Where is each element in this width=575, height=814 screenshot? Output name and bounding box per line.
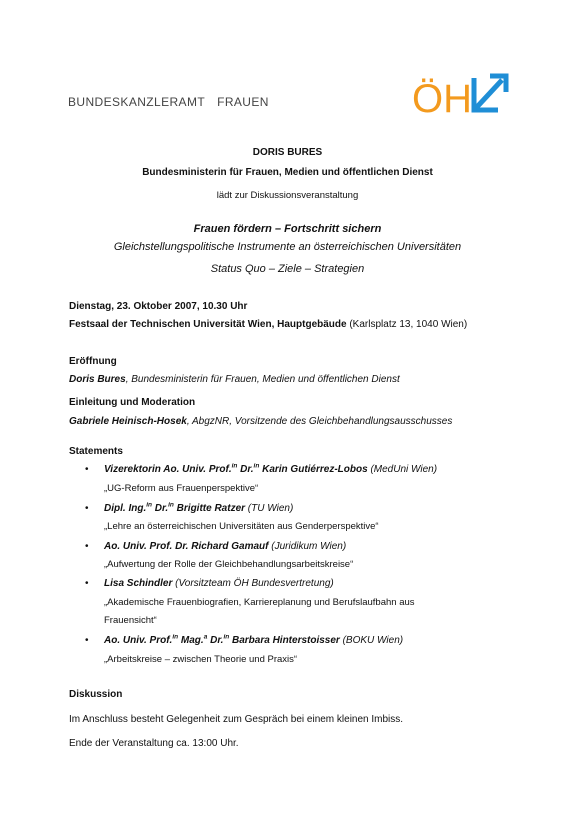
invitation-line: lädt zur Diskussionsveranstaltung	[216, 190, 359, 201]
statement-5-speaker: Ao. Univ. Prof.$^{in}$ Mag.$^a$ Dr.$^{in}$ Barbara Hinterstoisser (BOKU Wien)	[104, 633, 404, 646]
opening-line	[69, 374, 400, 385]
statement-5-topic: „Arbeitskreise – zwischen Theorie und Praxis“	[104, 654, 298, 665]
event-end-text: Ende der Veranstaltung ca. 13:00 Uhr.	[69, 738, 239, 749]
opening-desc: , Bundesministerin für Frauen, Medien und öffentlichen Dienst	[125, 374, 400, 385]
bka-logo-right-text: FRAUEN	[217, 95, 269, 109]
statement-3-topic: „Aufwertung der Rolle der Gleichbehandlungsarbeitskreise“	[104, 559, 354, 570]
opening-person: Doris Bures	[69, 374, 126, 385]
discussion-heading: Diskussion	[69, 689, 123, 700]
list-bullet: •	[85, 503, 89, 514]
bka-logo-left-text: BUNDESKANZLERAMT	[68, 95, 206, 109]
event-venue: Festsaal der Technischen Universität Wien, Hauptgebäude	[69, 319, 347, 330]
minister-name: DORIS BURES	[252, 147, 323, 158]
statement-2-topic: „Lehre an österreichischen Universitäten aus Genderperspektive“	[104, 521, 379, 532]
list-bullet: •	[85, 464, 89, 475]
statement-4-topic-cont: Frauensicht“	[104, 615, 157, 626]
bundeskanzleramt-logo	[68, 84, 269, 120]
minister-role: Bundesministerin für Frauen, Medien und öffentlichen Dienst	[142, 167, 433, 178]
moderation-line	[69, 416, 452, 427]
statement-1-speaker: Vizerektorin Ao. Univ. Prof.$^{in}$ Dr.$^{in}$ Karin Gutiérrez-Lobos (MedUni Wien)	[104, 462, 438, 475]
oeh-logo-text: ÖH	[412, 77, 472, 121]
event-title: Frauen fördern – Fortschritt sichern	[193, 223, 382, 235]
list-bullet: •	[85, 578, 89, 589]
event-date: Dienstag, 23. Oktober 2007, 10.30 Uhr	[69, 301, 248, 312]
opening-heading: Eröffnung	[69, 356, 117, 367]
moderation-person: Gabriele Heinisch-Hosek	[69, 416, 187, 427]
list-bullet: •	[85, 635, 89, 646]
moderation-desc: , AbgzNR, Vorsitzende des Gleichbehandlungsausschusses	[186, 416, 453, 427]
moderation-heading: Einleitung und Moderation	[69, 397, 196, 408]
statement-4-topic: „Akademische Frauenbiografien, Karriereplanung und Berufslaufbahn aus	[104, 597, 415, 608]
event-address: (Karlsplatz 13, 1040 Wien)	[346, 319, 468, 330]
statement-2-speaker: Dipl. Ing.$^{in}$ Dr.$^{in}$ Brigitte Ratzer (TU Wien)	[104, 501, 294, 514]
statement-4-speaker: Lisa Schindler (Vorsitzteam ÖH Bundesvertretung)	[104, 578, 334, 589]
list-bullet: •	[85, 541, 89, 552]
event-venue-line	[69, 319, 467, 330]
statement-1-topic: „UG-Reform aus Frauenperspektive“	[104, 483, 259, 494]
discussion-text: Im Anschluss besteht Gelegenheit zum Gespräch bei einem kleinen Imbiss.	[69, 714, 404, 725]
event-subtitle-2: Status Quo – Ziele – Strategien	[210, 263, 365, 275]
statement-3-speaker: Ao. Univ. Prof. Dr. Richard Gamauf (Juridikum Wien)	[104, 541, 347, 552]
oeh-logo	[410, 66, 510, 124]
statements-heading: Statements	[69, 446, 123, 457]
oeh-arrow-diagonal	[476, 80, 502, 108]
event-subtitle: Gleichstellungspolitische Instrumente an österreichischen Universitäten	[113, 241, 462, 253]
